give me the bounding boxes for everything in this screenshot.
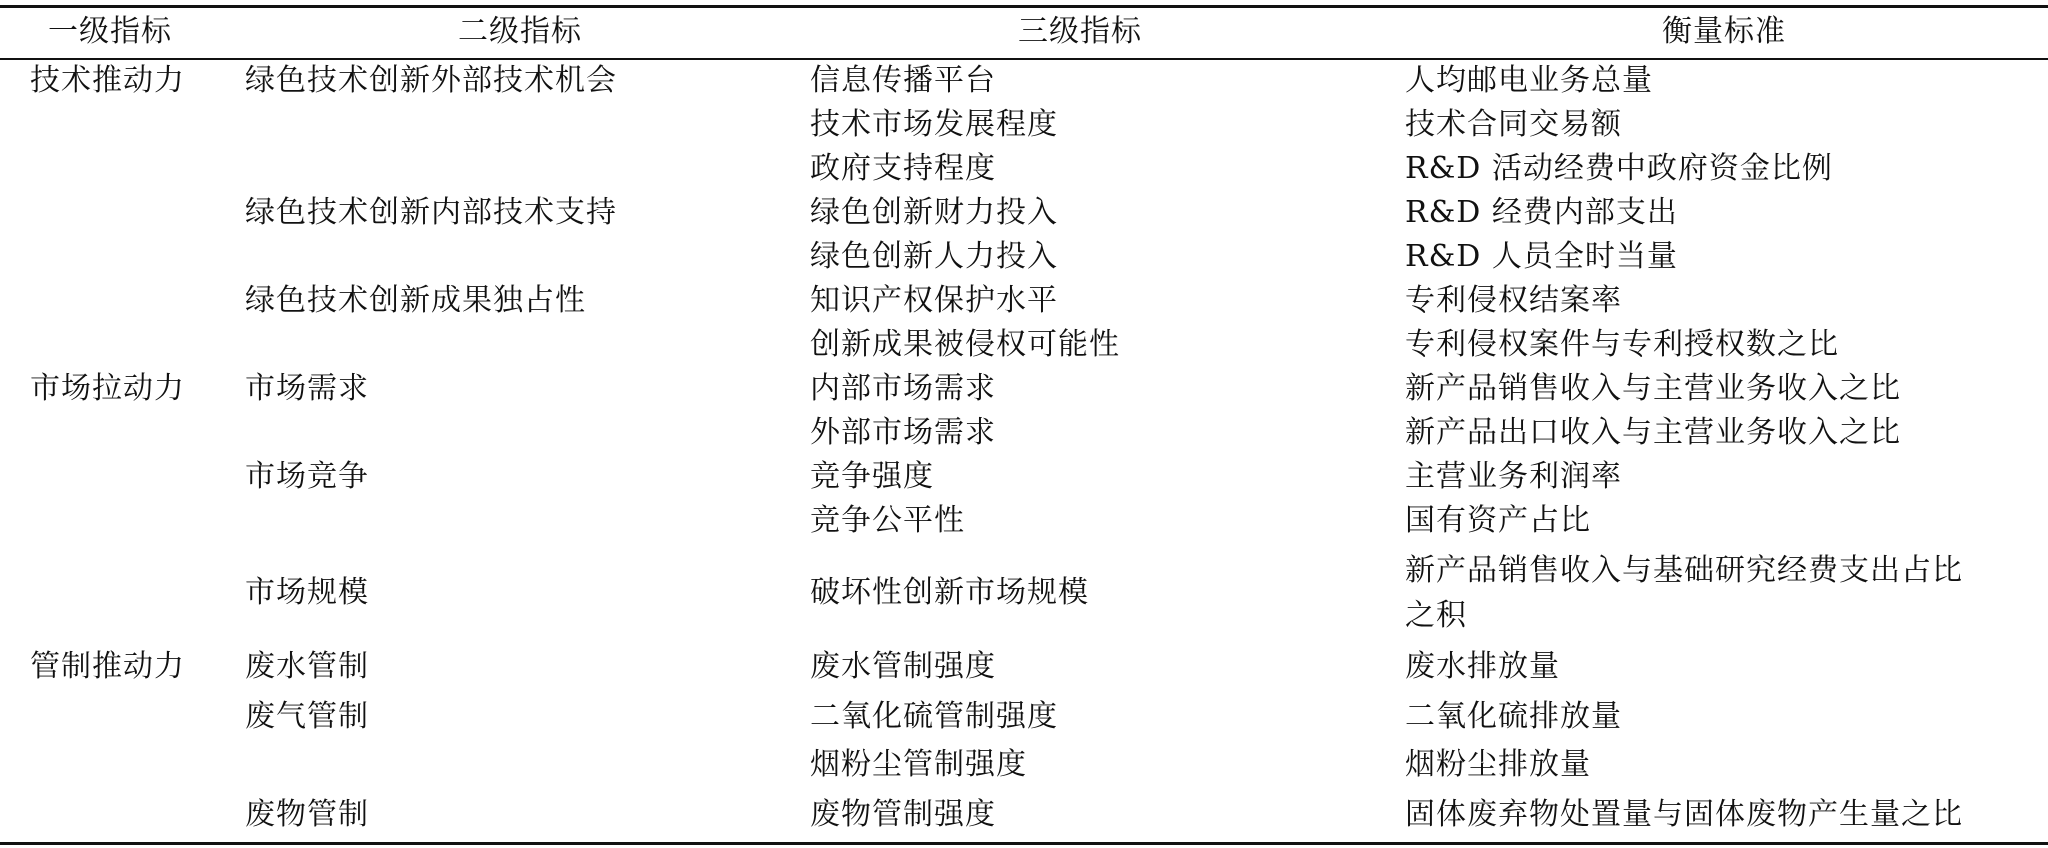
table-cell-measure: R&D 人员全时当量 [1405,239,1678,274]
table-cell-measure: 固体废弃物处置量与固体废物产生量之比 [1405,797,1963,832]
table-cell-measure: 国有资产占比 [1405,503,1591,538]
table-cell-l3: 创新成果被侵权可能性 [810,327,1120,362]
table-cell-measure: 新产品销售收入与基础研究经费支出占比 [1405,553,1963,588]
table-cell-l2: 废水管制 [245,649,369,684]
table-cell-l3: 技术市场发展程度 [810,107,1058,142]
header-measure: 衡量标准 [1662,14,1786,49]
table-header-rule [0,58,2048,60]
table-cell-l2: 绿色技术创新内部技术支持 [245,195,617,230]
table-cell-l3: 外部市场需求 [810,415,996,450]
header-level-1: 一级指标 [48,14,172,49]
table-cell-l3: 内部市场需求 [810,371,996,406]
table-cell-measure: 二氧化硫排放量 [1405,699,1622,734]
table-bottom-rule [0,842,2048,845]
table-cell-measure: 技术合同交易额 [1405,107,1622,142]
table-cell-l3: 破坏性创新市场规模 [810,575,1089,610]
table-cell-l3: 信息传播平台 [810,63,996,98]
table-cell-l2: 废气管制 [245,699,369,734]
table-cell-l3: 烟粉尘管制强度 [810,747,1027,782]
header-level-3: 三级指标 [1018,14,1142,49]
table-cell-measure: 烟粉尘排放量 [1405,747,1591,782]
table-cell-l2: 市场规模 [245,575,369,610]
table-cell-measure: 新产品销售收入与主营业务收入之比 [1405,371,1901,406]
table-cell-measure: R&D 活动经费中政府资金比例 [1405,151,1833,186]
table-cell-l1: 管制推动力 [30,649,185,684]
table-cell-l3: 知识产权保护水平 [810,283,1058,318]
table-cell-l2: 市场竞争 [245,459,369,494]
table-cell-measure: 专利侵权结案率 [1405,283,1622,318]
table-cell-measure: 主营业务利润率 [1405,459,1622,494]
table-cell-l3: 竞争公平性 [810,503,965,538]
table-cell-l1: 技术推动力 [30,63,185,98]
table-top-rule [0,5,2048,8]
table-cell-l1: 市场拉动力 [30,371,185,406]
table-cell-l3: 竞争强度 [810,459,934,494]
table-cell-l3: 废水管制强度 [810,649,996,684]
table-cell-l3: 绿色创新人力投入 [810,239,1058,274]
table-cell-measure-cont: 之积 [1405,598,1467,633]
table-cell-measure: 废水排放量 [1405,649,1560,684]
table-cell-l2: 绿色技术创新外部技术机会 [245,63,617,98]
table-cell-l2: 废物管制 [245,797,369,832]
table-cell-measure: 专利侵权案件与专利授权数之比 [1405,327,1839,362]
table-cell-l3: 废物管制强度 [810,797,996,832]
table-cell-l2: 市场需求 [245,371,369,406]
table-cell-l3: 绿色创新财力投入 [810,195,1058,230]
table-cell-measure: R&D 经费内部支出 [1405,195,1678,230]
table-cell-l2: 绿色技术创新成果独占性 [245,283,586,318]
table-cell-measure: 人均邮电业务总量 [1405,63,1653,98]
table-cell-l3: 政府支持程度 [810,151,996,186]
table-cell-measure: 新产品出口收入与主营业务收入之比 [1405,415,1901,450]
header-level-2: 二级指标 [458,14,582,49]
table-cell-l3: 二氧化硫管制强度 [810,699,1058,734]
